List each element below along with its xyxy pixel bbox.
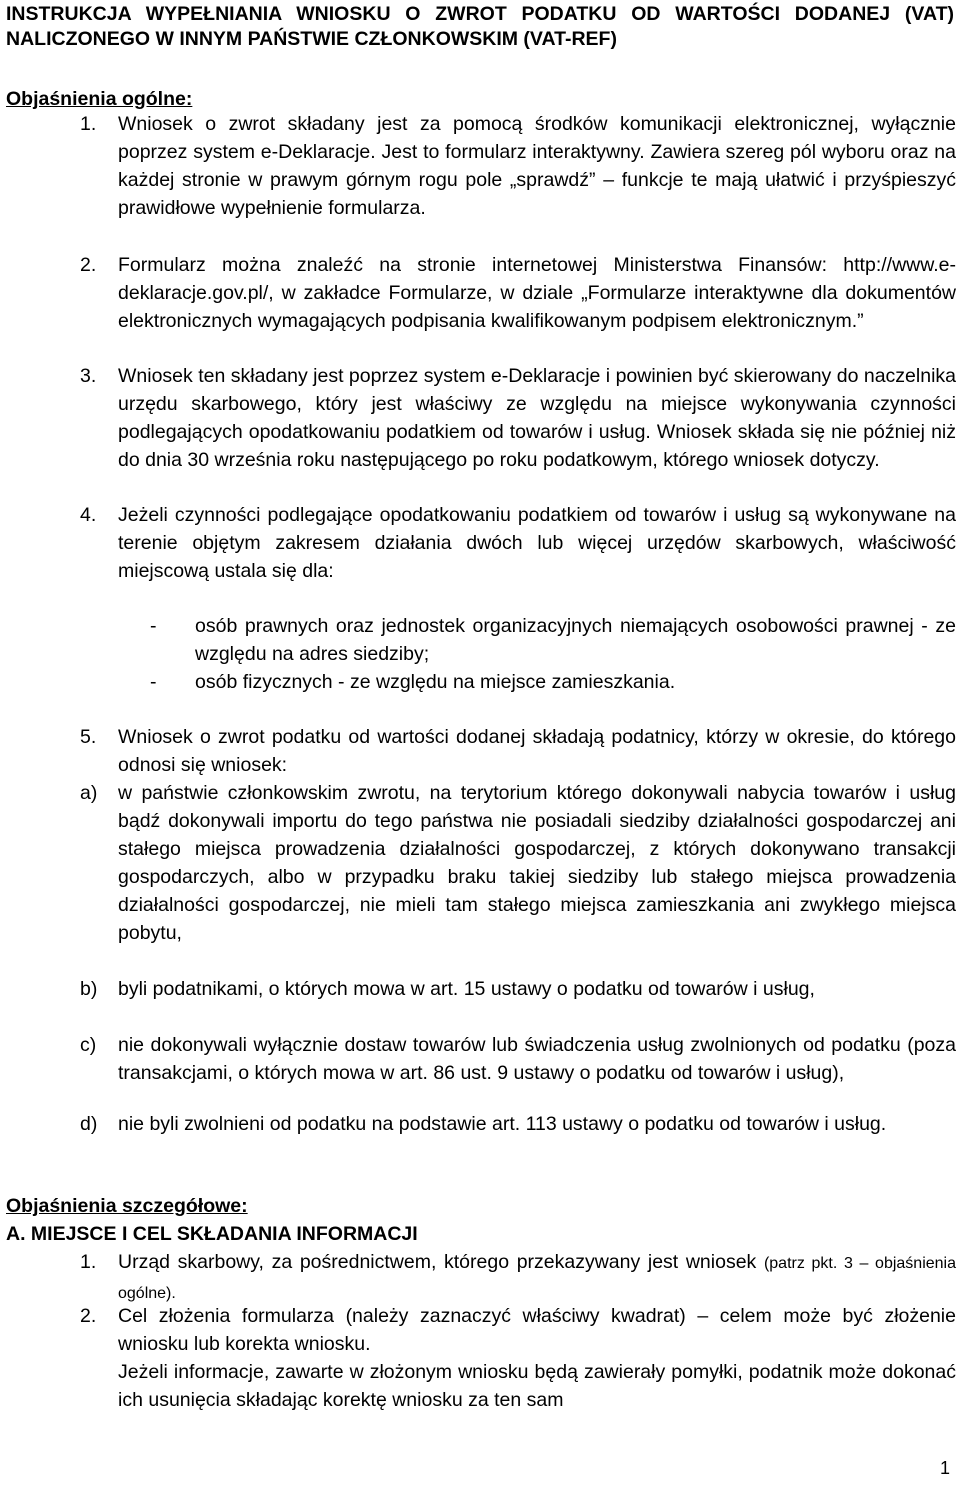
item-marker: b) — [80, 978, 98, 1000]
item-text: nie byli zwolnieni od podatku na podstawie art. 113 ustawy o podatku od towarów i usług. — [118, 1113, 887, 1135]
item-main-text: Urząd skarbowy, za pośrednictwem, którego przekazywany jest wniosek — [118, 1251, 757, 1273]
item-marker: d) — [80, 1113, 98, 1135]
paragraph-text: Jeżeli informacje, zawarte w złożonym wniosku będą zawierały pomyłki, podatnik może dokonać ich usunięcia składając korektę wniosku za ten sam — [118, 1361, 956, 1411]
item-text: Jeżeli czynności podlegające opodatkowaniu podatkiem od towarów i usług są wykonywane na terenie objętym zakresem działania dwóch lub więcej urzędów skarbowych, właściwość miejscową ustala się dla: — [118, 504, 956, 582]
dash-marker: - — [150, 615, 157, 637]
general-heading: Objaśnienia ogólne: — [6, 88, 193, 110]
item-marker: 3. — [80, 365, 97, 387]
item-text: Wniosek o zwrot składany jest za pomocą środków komunikacji elektronicznej, wyłącznie poprzez system e-Deklaracje. Jest to formularz interaktywny. Zawiera szereg pól wyboru oraz na każdej stronie w prawym górnym rogu pole „sprawdź” – funkcje te mają ułatwić i przyśpieszyć prawidłowe wypełnienie formularza. — [118, 113, 956, 219]
item-text: nie dokonywali wyłącznie dostaw towarów lub świadczenia usług zwolnionych od podatku (poza transakcjami, o których mowa w art. 86 ust. 9 ustawy o podatku od towarów i usług), — [118, 1034, 956, 1084]
page-number: 1 — [940, 1458, 951, 1478]
item-text: Wniosek ten składany jest poprzez system e-Deklaracje i powinien być skierowany do naczelnika urzędu skarbowego, który jest właściwy ze względu na miejsce wykonywania czynności podlegających opodatkowaniu podatkiem od towarów i usług. Wniosek składa się nie później niż do dnia 30 września roku następującego po roku podatkowym, którego wniosek dotyczy. — [118, 365, 956, 471]
item-text: byli podatnikami, o których mowa w art. 15 ustawy o podatku od towarów i usług, — [118, 978, 815, 1000]
item-marker: 5. — [80, 726, 97, 748]
document-title: INSTRUKCJA WYPEŁNIANIA WNIOSKU O ZWROT PODATKU OD WARTOŚCI DODANEJ (VAT) NALICZONEGO W INNYM PAŃSTWIE CZŁONKOWSKIM (VAT-REF) — [6, 3, 954, 50]
item-marker: 2. — [80, 254, 97, 276]
item-text: Cel złożenia formularza (należy zaznaczyć właściwy kwadrat) – celem może być złożenie wniosku lub korekta wniosku. — [118, 1305, 956, 1355]
dash-text: osób prawnych oraz jednostek organizacyjnych niemających osobowości prawnej - ze względu na adres siedziby; — [195, 615, 956, 665]
item-marker: 4. — [80, 504, 97, 526]
item-note: (patrz pkt. 3 – objaśnienia ogólne). — [118, 1255, 957, 1302]
item-marker: 2. — [80, 1305, 97, 1327]
section-a-heading: A. MIEJSCE I CEL SKŁADANIA INFORMACJI — [6, 1223, 418, 1245]
item-text: Wniosek o zwrot podatku od wartości dodanej składają podatnicy, którzy w okresie, do którego odnosi się wniosek: — [118, 726, 956, 776]
item-marker: 1. — [80, 113, 97, 135]
item-marker: c) — [80, 1034, 97, 1056]
item-text: w państwie członkowskim zwrotu, na terytorium którego dokonywali nabycia towarów i usług bądź dokonywali importu do tego państwa nie posiadali siedziby działalności gospodarczej ani stałego miejsca prowadzenia działalności gospodarczej, z których dokonywano transakcji gospodarczych, albo w przypadku braku takiej siedziby lub stałego miejsca prowadzenia działalności gospodarczej, nie mieli tam stałego miejsca zamieszkania ani zwykłego miejsca pobytu, — [118, 782, 956, 944]
dash-text: osób fizycznych - ze względu na miejsce zamieszkania. — [195, 671, 676, 693]
dash-marker: - — [150, 671, 157, 693]
item-marker: 1. — [80, 1251, 97, 1273]
item-marker: a) — [80, 782, 98, 804]
detail-heading: Objaśnienia szczegółowe: — [6, 1195, 248, 1217]
item-text: Formularz można znaleźć na stronie internetowej Ministerstwa Finansów: http://www.e-deklaracje.gov.pl/, w zakładce Formularze, w dziale „Formularze interaktywne dla dokumentów elektronicznych wymagających podpisania kwalifikowanym podpisem elektronicznym.” — [118, 254, 956, 332]
item-text — [118, 1248, 956, 1308]
